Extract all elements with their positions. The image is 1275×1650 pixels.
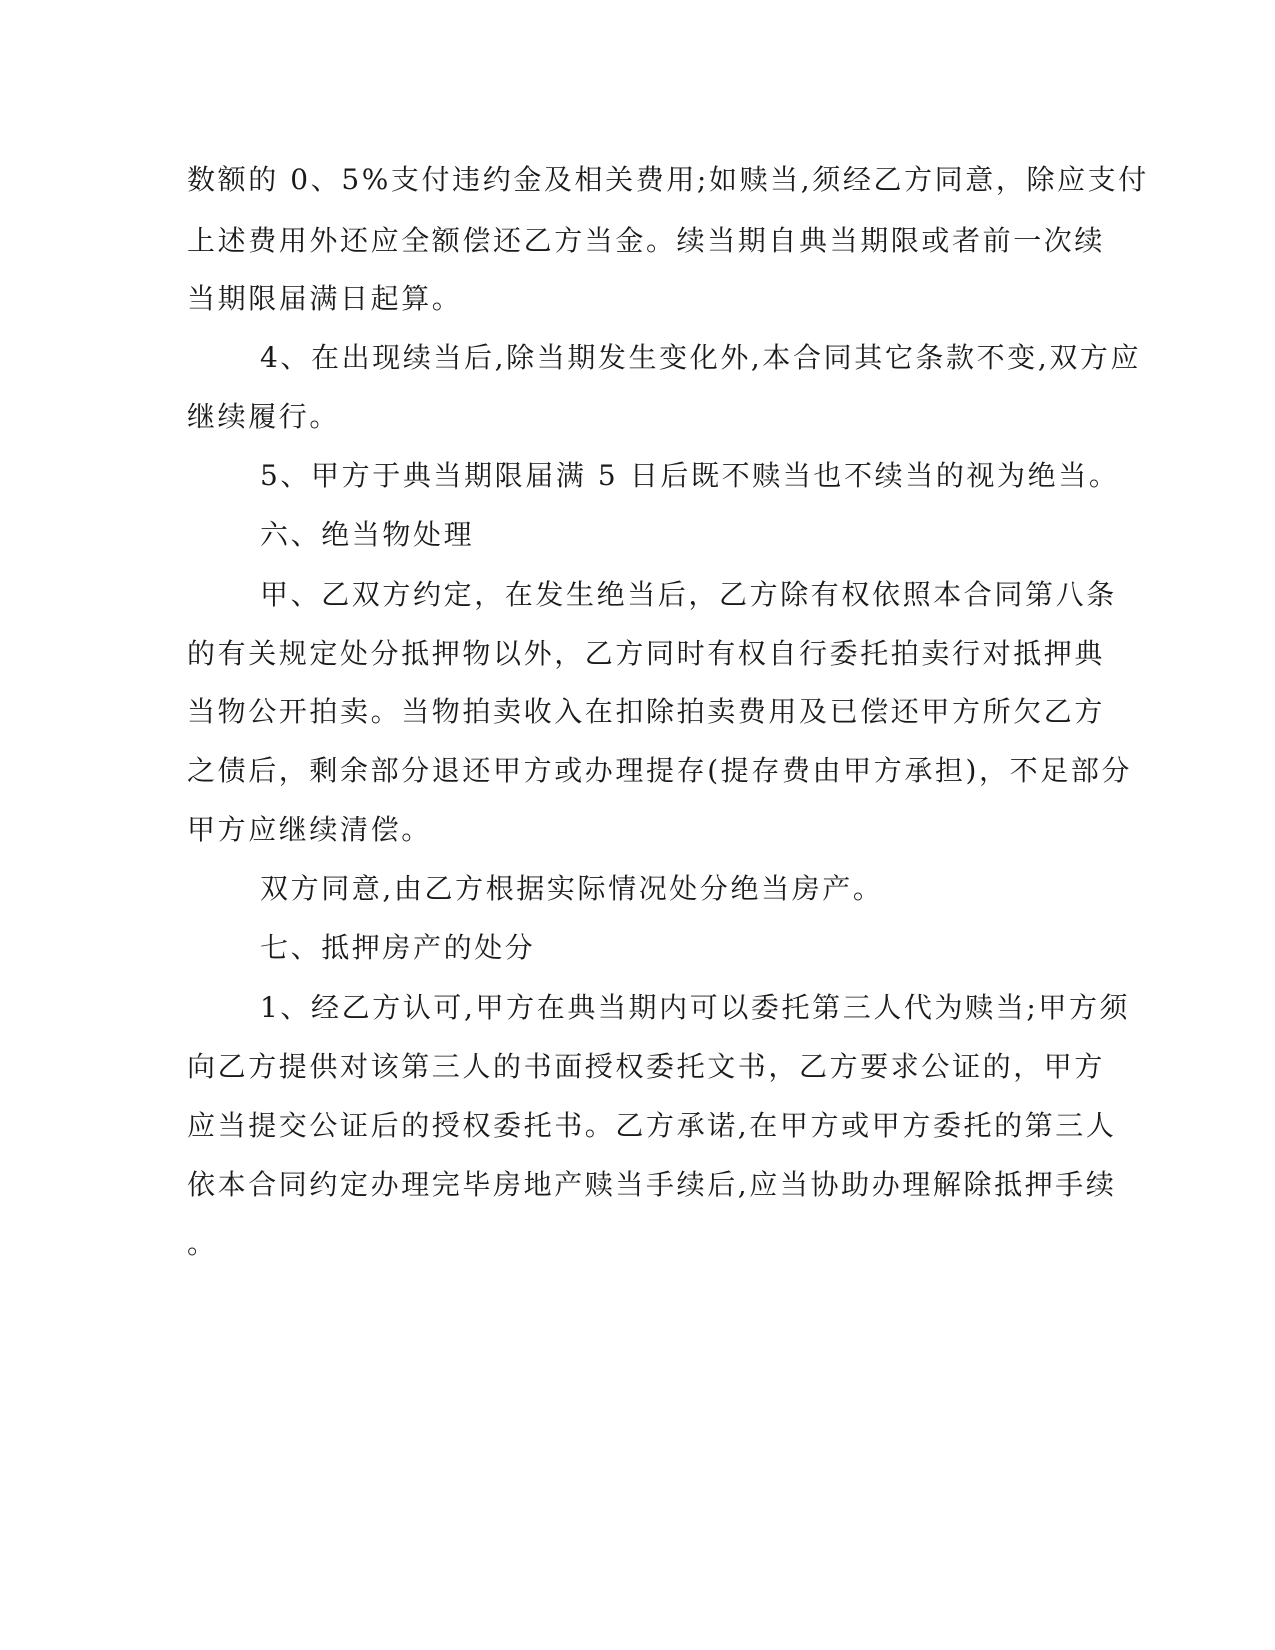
text-line: 当物公开拍卖。当物拍卖收入在扣除拍卖费用及已偿还甲方所欠乙方 — [187, 695, 1106, 728]
text-line: 之债后，剩余部分退还甲方或办理提存(提存费由甲方承担)，不足部分 — [187, 754, 1133, 787]
section-heading: 七、抵押房产的处分 — [260, 931, 536, 964]
text-line: 甲方应继续清偿。 — [187, 813, 432, 846]
text-line: 应当提交公证后的授权委托书。乙方承诺,在甲方或甲方委托的第三人 — [187, 1109, 1117, 1142]
text-line: 。 — [187, 1227, 218, 1260]
text-line: 当期限届满日起算。 — [187, 282, 463, 315]
text-line: 5、甲方于典当期限届满 5 日后既不赎当也不续当的视为绝当。 — [260, 459, 1120, 492]
text-line: 依本合同约定办理完毕房地产赎当手续后,应当协助办理解除抵押手续 — [187, 1168, 1117, 1201]
text-line: 继续履行。 — [187, 400, 341, 433]
text-line: 上述费用外还应全额偿还乙方当金。续当期自典当期限或者前一次续 — [187, 224, 1106, 257]
text-line: 1、经乙方认可,甲方在典当期内可以委托第三人代为赎当;甲方须 — [260, 991, 1131, 1024]
text-line: 向乙方提供对该第三人的书面授权委托文书，乙方要求公证的，甲方 — [187, 1050, 1106, 1083]
text-line: 的有关规定处分抵押物以外，乙方同时有权自行委托拍卖行对抵押典 — [187, 637, 1106, 670]
text-line: 数额的 0、5%支付违约金及相关费用;如赎当,须经乙方同意，除应支付 — [187, 163, 1149, 196]
text-line: 双方同意,由乙方根据实际情况处分绝当房产。 — [260, 872, 884, 905]
text-line: 4、在出现续当后,除当期发生变化外,本合同其它条款不变,双方应 — [260, 341, 1142, 374]
text-line: 甲、乙双方约定，在发生绝当后，乙方除有权依照本合同第八条 — [260, 578, 1117, 611]
section-heading: 六、绝当物处理 — [260, 518, 475, 551]
